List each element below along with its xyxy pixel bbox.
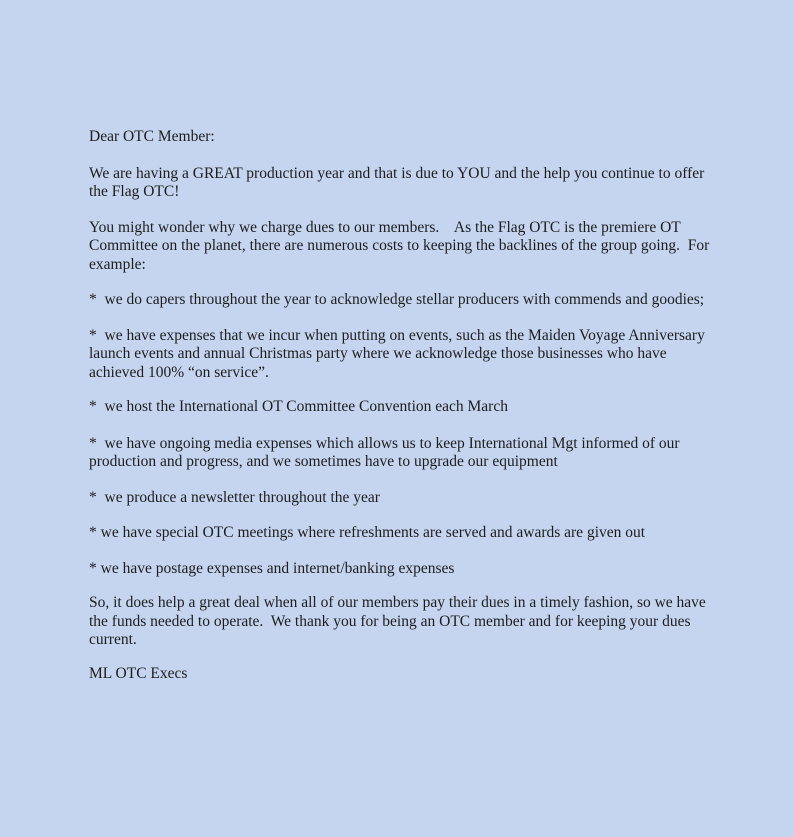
paragraph-thanks: We are having a GREAT production year and that is due to YOU and the help you continue to offer the Flag OTC! <box>89 164 709 200</box>
list-item-convention: * we host the International OT Committee Convention each March <box>89 398 508 415</box>
list-item-media-expenses: * we have ongoing media expenses which allows us to keep International Mgt informed of our production and progress, and we sometimes have to upgrade our equipment <box>89 434 684 470</box>
paragraph-dues-reason: You might wonder why we charge dues to our members. As the Flag OTC is the premiere OT Committee on the planet, there are numerous costs to keeping the backlines of the group going. For example: <box>89 218 714 273</box>
list-item-newsletter: * we produce a newsletter throughout the year <box>89 488 380 506</box>
greeting: Dear OTC Member: <box>89 128 215 145</box>
signature: ML OTC Execs <box>89 664 188 682</box>
letter-body <box>89 128 717 683</box>
list-item-event-expenses: * we have expenses that we incur when putting on events, such as the Maiden Voyage Anniversary launch events and annual Christmas party where we acknowledge those businesses who have achieved 100% “on service”. <box>89 326 709 381</box>
paragraph-closing: So, it does help a great deal when all of our members pay their dues in a timely fashion, so we have the funds needed to operate. We thank you for being an OTC member and for keeping your dues current. <box>89 594 710 648</box>
list-item-meetings: * we have special OTC meetings where refreshments are served and awards are given out <box>89 524 646 541</box>
list-item-postage-banking: * we have postage expenses and internet/banking expenses <box>89 559 455 577</box>
list-item-capers: * we do capers throughout the year to acknowledge stellar producers with commends and goodies; <box>89 291 705 308</box>
